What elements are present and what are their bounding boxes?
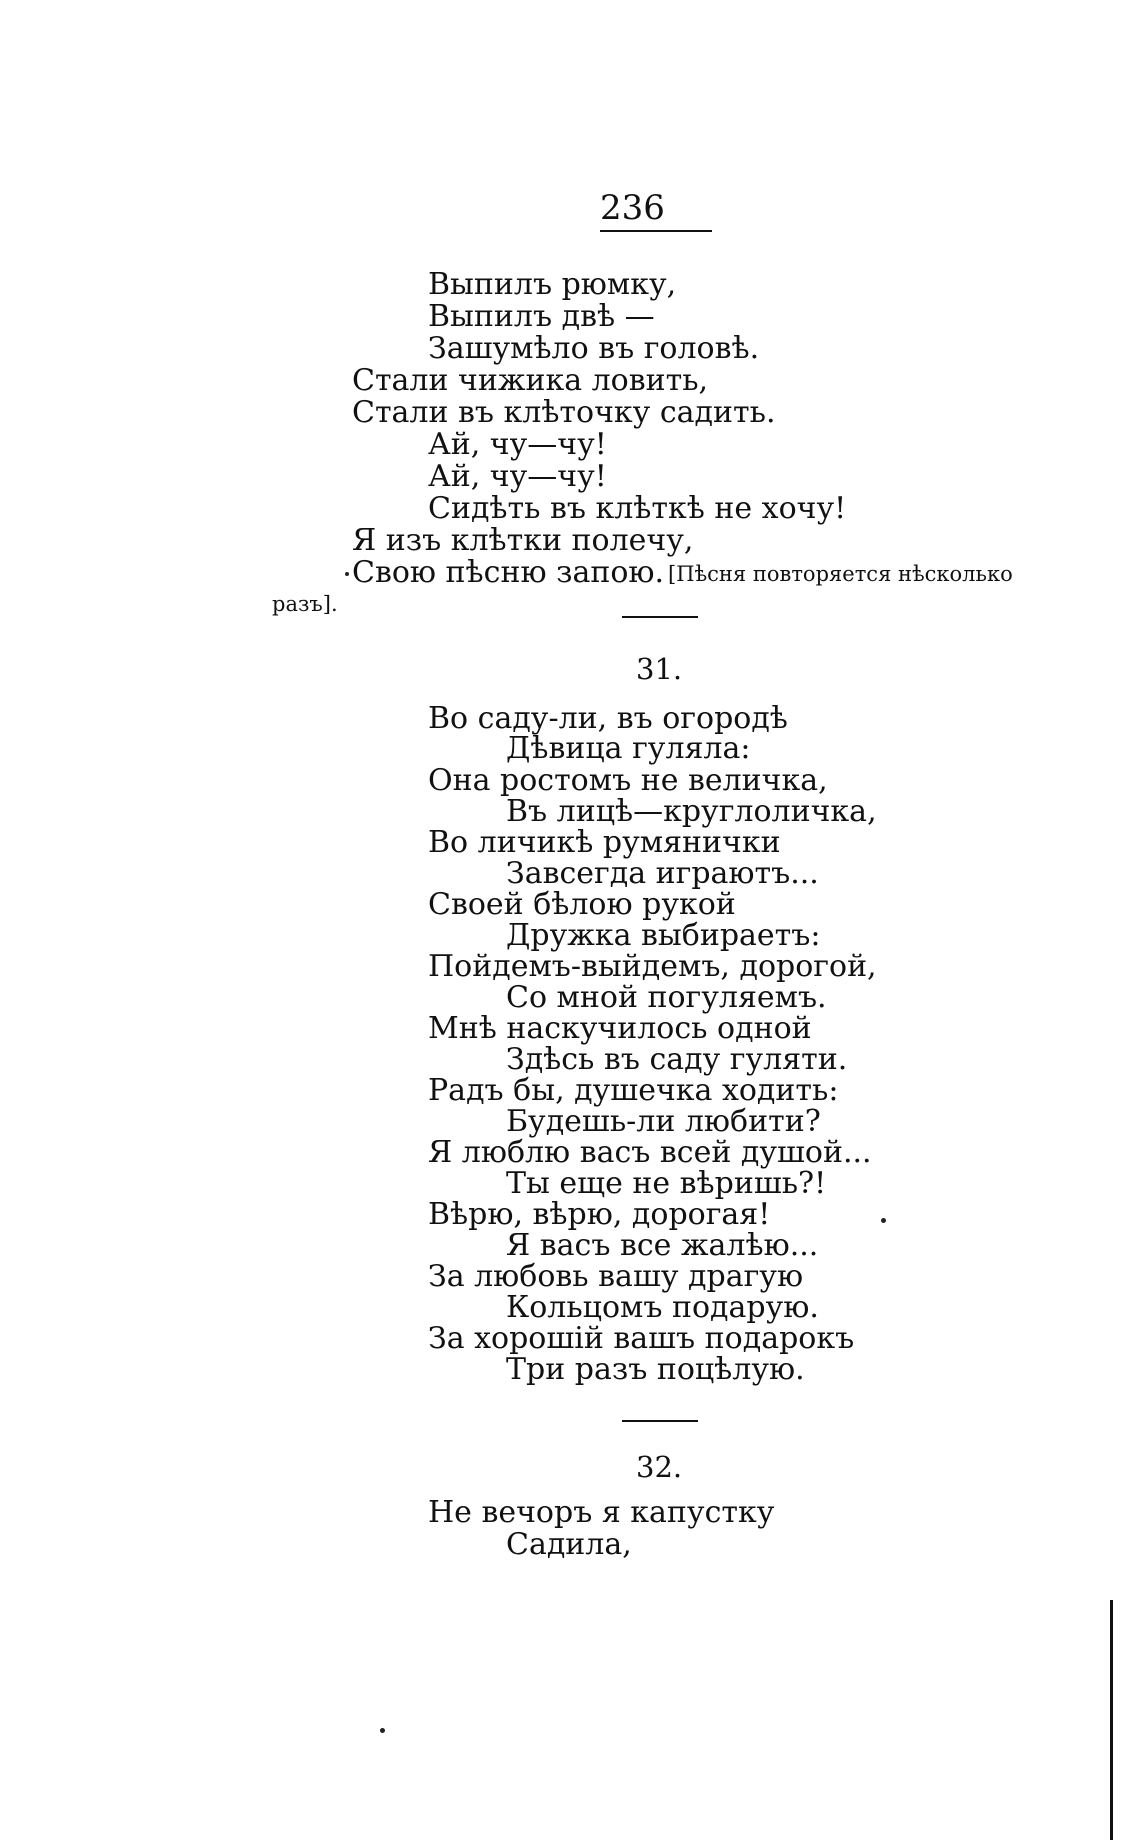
verse-line: Ты еще не вѣришь?! [506,1166,827,1201]
verse-line: Своей бѣлою рукой [428,887,736,922]
verse-line: Выпилъ двѣ — [428,299,655,334]
verse-line: Ай, чу—чу! [428,459,607,494]
verse-line: Пойдемъ-выйдемъ, дорогой, [428,949,877,984]
verse-line: Вѣрю, вѣрю, дорогая! [428,1197,771,1232]
verse-line: За любовь вашу драгую [428,1259,804,1294]
verse-line: Будешь-ли любити? [506,1104,821,1139]
verse-line: Мнѣ наскучилось одной [428,1011,812,1046]
verse-line: Здѣсь въ саду гуляти. [506,1042,848,1077]
verse-line: Сидѣть въ клѣткѣ не хочу! [428,491,847,526]
verse-line: Я изъ клѣтки полечу, [352,523,694,558]
section-divider [622,1420,698,1422]
verse-line: Кольцомъ подарую. [506,1290,819,1325]
verse-line: Не вечоръ я капустку [428,1495,775,1530]
verse-line: Стали чижика ловить, [352,363,709,398]
verse-line: Дружка выбираетъ: [506,918,821,953]
verse-line: Стали въ клѣточку садить. [352,395,776,430]
verse-line: Въ лицѣ—круглоличка, [506,794,877,829]
verse-line: Во личикѣ румянички [428,825,781,860]
verse-line: За хорошій вашъ подарокъ [428,1321,855,1356]
verse-line: Я люблю васъ всей душой... [428,1135,872,1170]
verse-line: Зашумѣло въ головѣ. [428,331,760,366]
verse-line: Я васъ все жалѣю... [506,1228,819,1263]
editorial-note: [Пѣсня повторяется нѣсколько [668,562,1013,586]
verse-line: Она ростомъ не величка, [428,763,828,798]
verse-line: Садила, [506,1527,632,1562]
verse-line: Завсегда играютъ... [506,856,819,891]
song-number: 31. [636,652,683,686]
verse-line: Выпилъ рюмку, [428,267,677,302]
verse-line: Во саду-ли, въ огородѣ [428,701,788,736]
verse-line: Радъ бы, душечка ходить: [428,1073,839,1108]
scan-speck [380,1728,385,1733]
scan-speck [881,1218,886,1223]
verse-line: Со мной погуляемъ. [506,980,827,1015]
verse-line: Дѣвица гуляла: [506,731,751,766]
page-number-rule [600,230,712,232]
scan-speck [345,572,349,576]
page-number: 236 [600,188,665,228]
editorial-note-end: разъ]. [272,592,338,616]
verse-line: Три разъ поцѣлую. [506,1352,805,1387]
verse-line: Ай, чу—чу! [428,427,607,462]
verse-line: Свою пѣсню запою. [352,555,665,590]
song-number: 32. [636,1450,683,1484]
page-edge-shadow [1110,1600,1113,1840]
section-divider [622,616,698,618]
